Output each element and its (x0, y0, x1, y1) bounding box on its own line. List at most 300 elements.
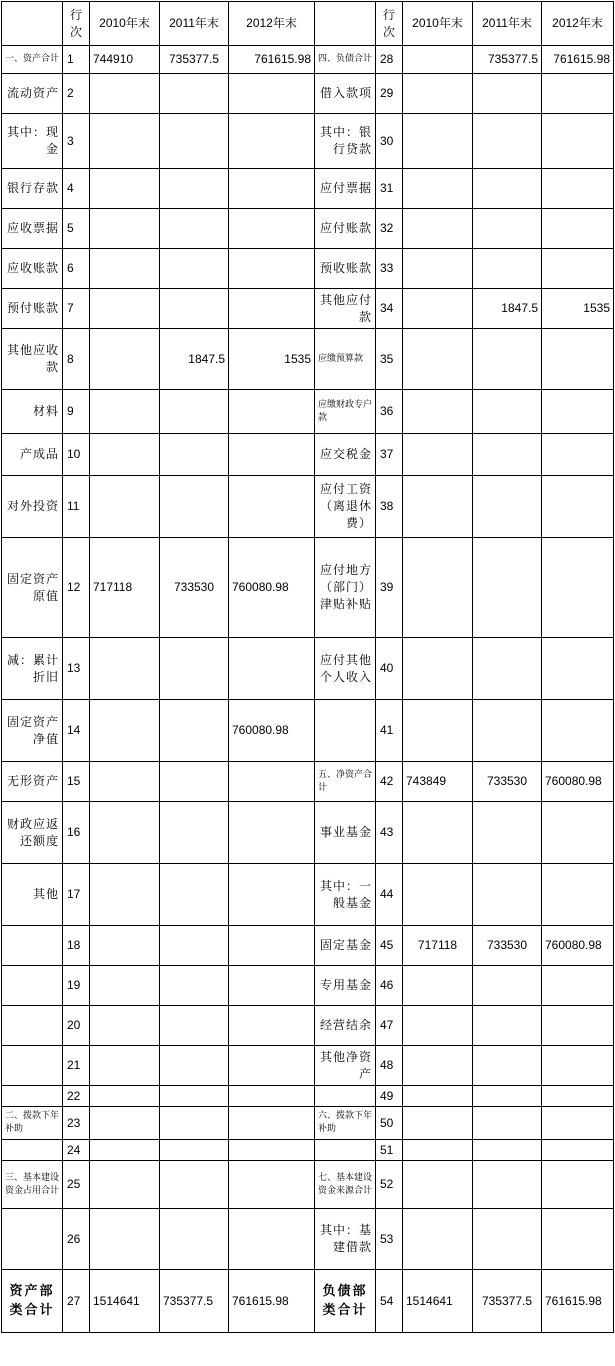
liability-2012-value (542, 74, 614, 114)
liability-2011-value (473, 1006, 542, 1046)
header-2010: 2010年末 (403, 2, 473, 46)
liability-2012-value (542, 864, 614, 926)
liability-2012-value (542, 638, 614, 700)
liability-2011-value: 735377.5 (473, 1270, 542, 1333)
table-row (2, 434, 614, 476)
liability-label: 应付其他个人收入 (315, 638, 376, 700)
liability-2010-value (403, 1006, 473, 1046)
liability-2012-value (542, 249, 614, 289)
asset-line-no: 22 (63, 1086, 90, 1107)
liability-line-no: 54 (376, 1270, 403, 1333)
liability-label: 负债部类合计 (315, 1270, 376, 1333)
asset-2010-value (90, 700, 160, 762)
table-row (2, 476, 614, 538)
asset-2010-value: 744910 (90, 46, 160, 74)
liability-label: 其他净资产 (315, 1046, 376, 1086)
asset-line-no: 10 (63, 434, 90, 476)
asset-2010-value (90, 1209, 160, 1270)
asset-2012-value (229, 114, 315, 169)
table-row (2, 169, 614, 209)
liability-label: 其中：一般基金 (315, 864, 376, 926)
liability-2011-value (473, 74, 542, 114)
asset-line-no: 27 (63, 1270, 90, 1333)
liability-line-no: 41 (376, 700, 403, 762)
liability-2010-value (403, 538, 473, 638)
asset-2011-value (160, 864, 229, 926)
liability-2012-value (542, 1209, 614, 1270)
asset-label: 对外投资 (2, 476, 63, 538)
table-row (2, 864, 614, 926)
asset-2012-value (229, 638, 315, 700)
asset-2010-value (90, 1107, 160, 1140)
asset-2012-value (229, 1006, 315, 1046)
asset-2010-value (90, 1161, 160, 1209)
asset-line-no: 16 (63, 802, 90, 864)
asset-2012-value (229, 864, 315, 926)
table-row (2, 926, 614, 966)
asset-2012-value (229, 926, 315, 966)
table-row (2, 700, 614, 762)
liability-2012-value (542, 538, 614, 638)
header-blank-left (2, 2, 63, 46)
header-line-no: 行次 (376, 2, 403, 46)
asset-label: 银行存款 (2, 169, 63, 209)
asset-2010-value: 1514641 (90, 1270, 160, 1333)
asset-label: 减：累计折旧 (2, 638, 63, 700)
table-row (2, 1086, 614, 1107)
liability-2010-value (403, 802, 473, 864)
asset-2011-value (160, 1140, 229, 1161)
asset-2011-value (160, 1107, 229, 1140)
asset-line-no: 14 (63, 700, 90, 762)
liability-2011-value: 733530 (473, 926, 542, 966)
liability-line-no: 52 (376, 1161, 403, 1209)
asset-label (2, 1209, 63, 1270)
asset-label (2, 966, 63, 1006)
asset-2011-value (160, 926, 229, 966)
asset-2010-value (90, 476, 160, 538)
liability-2011-value: 1847.5 (473, 289, 542, 329)
asset-2012-value (229, 1161, 315, 1209)
liability-2011-value (473, 434, 542, 476)
liability-label: 预收账款 (315, 249, 376, 289)
liability-label: 六、拨款下年补助 (315, 1107, 376, 1140)
asset-label (2, 1006, 63, 1046)
liability-label (315, 1140, 376, 1161)
liability-line-no: 42 (376, 762, 403, 802)
liability-2010-value (403, 1107, 473, 1140)
asset-2011-value (160, 1209, 229, 1270)
asset-2011-value (160, 209, 229, 249)
liability-2012-value (542, 1107, 614, 1140)
liability-2010-value (403, 114, 473, 169)
asset-label: 资产部类合计 (2, 1270, 63, 1333)
header-2010: 2010年末 (90, 2, 160, 46)
asset-2011-value (160, 762, 229, 802)
asset-2012-value (229, 169, 315, 209)
asset-line-no: 15 (63, 762, 90, 802)
liability-2011-value (473, 249, 542, 289)
liability-2011-value (473, 209, 542, 249)
asset-line-no: 23 (63, 1107, 90, 1140)
table-row (2, 966, 614, 1006)
asset-2010-value (90, 1046, 160, 1086)
header-blank-right (315, 2, 376, 46)
liability-line-no: 34 (376, 289, 403, 329)
liability-label: 四、负债合计 (315, 46, 376, 74)
asset-label: 材料 (2, 390, 63, 434)
asset-line-no: 17 (63, 864, 90, 926)
liability-label: 应付票据 (315, 169, 376, 209)
liability-label: 应交税金 (315, 434, 376, 476)
header-line-no: 行次 (63, 2, 90, 46)
asset-line-no: 11 (63, 476, 90, 538)
asset-line-no: 7 (63, 289, 90, 329)
asset-2012-value (229, 209, 315, 249)
liability-2011-value (473, 1086, 542, 1107)
asset-line-no: 21 (63, 1046, 90, 1086)
asset-2012-value (229, 476, 315, 538)
asset-2011-value (160, 802, 229, 864)
table-row (2, 1107, 614, 1140)
liability-2010-value (403, 700, 473, 762)
liability-2012-value (542, 700, 614, 762)
liability-label: 其他应付款 (315, 289, 376, 329)
asset-line-no: 3 (63, 114, 90, 169)
asset-line-no: 19 (63, 966, 90, 1006)
liability-2012-value (542, 966, 614, 1006)
asset-label (2, 1046, 63, 1086)
asset-label (2, 1140, 63, 1161)
asset-2010-value: 717118 (90, 538, 160, 638)
asset-line-no: 2 (63, 74, 90, 114)
header-2011: 2011年末 (160, 2, 229, 46)
asset-2010-value (90, 926, 160, 966)
liability-2010-value (403, 289, 473, 329)
table-row (2, 46, 614, 74)
liability-label: 应缴预算款 (315, 329, 376, 390)
liability-2012-value: 761615.98 (542, 46, 614, 74)
liability-2010-value: 717118 (403, 926, 473, 966)
table-row (2, 114, 614, 169)
asset-line-no: 24 (63, 1140, 90, 1161)
liability-line-no: 47 (376, 1006, 403, 1046)
asset-2011-value (160, 390, 229, 434)
liability-2010-value (403, 434, 473, 476)
asset-line-no: 25 (63, 1161, 90, 1209)
liability-line-no: 39 (376, 538, 403, 638)
asset-line-no: 20 (63, 1006, 90, 1046)
liability-2010-value (403, 46, 473, 74)
liability-line-no: 33 (376, 249, 403, 289)
liability-2011-value (473, 390, 542, 434)
asset-label: 流动资产 (2, 74, 63, 114)
asset-2011-value (160, 638, 229, 700)
asset-2011-value (160, 1006, 229, 1046)
asset-2010-value (90, 638, 160, 700)
liability-2012-value (542, 1086, 614, 1107)
liability-label (315, 1086, 376, 1107)
asset-line-no: 6 (63, 249, 90, 289)
asset-2010-value (90, 249, 160, 289)
liability-2011-value (473, 966, 542, 1006)
liability-2010-value (403, 1161, 473, 1209)
liability-2010-value (403, 209, 473, 249)
asset-2010-value (90, 114, 160, 169)
liability-line-no: 37 (376, 434, 403, 476)
liability-2010-value (403, 864, 473, 926)
asset-label (2, 926, 63, 966)
liability-2011-value (473, 1046, 542, 1086)
liability-line-no: 28 (376, 46, 403, 74)
asset-2010-value (90, 209, 160, 249)
liability-2011-value: 733530 (473, 762, 542, 802)
table-row (2, 209, 614, 249)
asset-2012-value (229, 434, 315, 476)
liability-2011-value (473, 114, 542, 169)
asset-2011-value (160, 249, 229, 289)
liability-2010-value (403, 1209, 473, 1270)
asset-2012-value: 760080.98 (229, 700, 315, 762)
asset-2012-value (229, 1140, 315, 1161)
liability-2011-value (473, 538, 542, 638)
table-row (2, 390, 614, 434)
liability-2010-value (403, 1086, 473, 1107)
asset-line-no: 4 (63, 169, 90, 209)
liability-line-no: 35 (376, 329, 403, 390)
liability-2010-value (403, 390, 473, 434)
asset-2011-value (160, 169, 229, 209)
liability-2012-value: 760080.98 (542, 762, 614, 802)
asset-label: 无形资产 (2, 762, 63, 802)
asset-2011-value (160, 1086, 229, 1107)
liability-label: 其中：银行贷款 (315, 114, 376, 169)
asset-label (2, 1086, 63, 1107)
liability-2012-value (542, 802, 614, 864)
liability-line-no: 43 (376, 802, 403, 864)
asset-2011-value: 1847.5 (160, 329, 229, 390)
liability-2011-value (473, 802, 542, 864)
liability-2012-value (542, 209, 614, 249)
asset-2012-value: 760080.98 (229, 538, 315, 638)
asset-2010-value (90, 390, 160, 434)
liability-label: 七、基本建设资金来源合计 (315, 1161, 376, 1209)
liability-2010-value (403, 74, 473, 114)
asset-line-no: 26 (63, 1209, 90, 1270)
table-row (2, 1140, 614, 1161)
asset-line-no: 5 (63, 209, 90, 249)
liability-line-no: 32 (376, 209, 403, 249)
liability-label: 事业基金 (315, 802, 376, 864)
liability-2011-value (473, 638, 542, 700)
asset-2011-value (160, 1161, 229, 1209)
asset-2012-value (229, 1046, 315, 1086)
liability-label: 应缴财政专户款 (315, 390, 376, 434)
header-row (2, 2, 614, 46)
liability-2012-value (542, 434, 614, 476)
asset-2010-value (90, 966, 160, 1006)
asset-2011-value (160, 74, 229, 114)
asset-label: 应收账款 (2, 249, 63, 289)
liability-2010-value: 1514641 (403, 1270, 473, 1333)
asset-2012-value (229, 289, 315, 329)
asset-2010-value (90, 1086, 160, 1107)
liability-2012-value (542, 1140, 614, 1161)
table-row (2, 638, 614, 700)
asset-label: 财政应返还额度 (2, 802, 63, 864)
asset-2011-value: 735377.5 (160, 46, 229, 74)
liability-line-no: 31 (376, 169, 403, 209)
asset-2012-value (229, 802, 315, 864)
asset-2012-value (229, 966, 315, 1006)
asset-2011-value (160, 966, 229, 1006)
liability-line-no: 29 (376, 74, 403, 114)
table-row (2, 762, 614, 802)
asset-2012-value (229, 762, 315, 802)
table-row (2, 74, 614, 114)
asset-2012-value (229, 1209, 315, 1270)
liability-line-no: 45 (376, 926, 403, 966)
liability-line-no: 44 (376, 864, 403, 926)
liability-label: 应付账款 (315, 209, 376, 249)
liability-2010-value (403, 169, 473, 209)
balance-sheet-table (1, 1, 614, 1333)
liability-2011-value (473, 476, 542, 538)
liability-line-no: 49 (376, 1086, 403, 1107)
liability-2012-value (542, 1161, 614, 1209)
liability-2011-value (473, 700, 542, 762)
table-row (2, 329, 614, 390)
asset-2012-value (229, 74, 315, 114)
liability-2012-value (542, 114, 614, 169)
asset-2010-value (90, 762, 160, 802)
liability-label: 其中：基建借款 (315, 1209, 376, 1270)
liability-2012-value (542, 1046, 614, 1086)
liability-label (315, 700, 376, 762)
asset-label: 其中：现金 (2, 114, 63, 169)
liability-label: 固定基金 (315, 926, 376, 966)
liability-2011-value (473, 1209, 542, 1270)
asset-2011-value (160, 289, 229, 329)
table-row (2, 538, 614, 638)
asset-2011-value (160, 1046, 229, 1086)
header-2011: 2011年末 (473, 2, 542, 46)
liability-line-no: 38 (376, 476, 403, 538)
asset-line-no: 18 (63, 926, 90, 966)
liability-2012-value (542, 169, 614, 209)
asset-label: 固定资产净值 (2, 700, 63, 762)
liability-2011-value (473, 1140, 542, 1161)
asset-label: 固定资产原值 (2, 538, 63, 638)
asset-2011-value (160, 700, 229, 762)
liability-label: 经营结余 (315, 1006, 376, 1046)
liability-2012-value: 760080.98 (542, 926, 614, 966)
table-row (2, 1006, 614, 1046)
asset-line-no: 8 (63, 329, 90, 390)
table-row (2, 1161, 614, 1209)
liability-2011-value (473, 329, 542, 390)
table-row (2, 1270, 614, 1333)
liability-label: 应付工资（离退休费） (315, 476, 376, 538)
asset-2010-value (90, 289, 160, 329)
liability-2010-value (403, 329, 473, 390)
asset-2012-value (229, 249, 315, 289)
asset-2011-value (160, 434, 229, 476)
asset-2011-value: 733530 (160, 538, 229, 638)
liability-label: 专用基金 (315, 966, 376, 1006)
asset-line-no: 13 (63, 638, 90, 700)
liability-2012-value (542, 1006, 614, 1046)
asset-line-no: 1 (63, 46, 90, 74)
asset-label: 二、拨款下年补助 (2, 1107, 63, 1140)
asset-line-no: 9 (63, 390, 90, 434)
asset-2010-value (90, 329, 160, 390)
asset-label: 应收票据 (2, 209, 63, 249)
asset-label: 其他 (2, 864, 63, 926)
asset-2012-value (229, 390, 315, 434)
liability-line-no: 36 (376, 390, 403, 434)
liability-label: 五、净资产合计 (315, 762, 376, 802)
liability-2011-value (473, 1107, 542, 1140)
liability-2011-value: 735377.5 (473, 46, 542, 74)
liability-line-no: 50 (376, 1107, 403, 1140)
liability-2011-value (473, 169, 542, 209)
liability-line-no: 53 (376, 1209, 403, 1270)
liability-label: 应付地方（部门）津贴补贴 (315, 538, 376, 638)
asset-2011-value (160, 114, 229, 169)
liability-2010-value (403, 1046, 473, 1086)
asset-2010-value (90, 802, 160, 864)
liability-2011-value (473, 864, 542, 926)
asset-2010-value (90, 74, 160, 114)
liability-2010-value (403, 249, 473, 289)
asset-2012-value (229, 1107, 315, 1140)
liability-2010-value (403, 476, 473, 538)
asset-label: 预付账款 (2, 289, 63, 329)
liability-2012-value: 1535 (542, 289, 614, 329)
header-2012: 2012年末 (542, 2, 614, 46)
liability-2011-value (473, 1161, 542, 1209)
asset-2011-value: 735377.5 (160, 1270, 229, 1333)
table-row (2, 802, 614, 864)
asset-2012-value: 1535 (229, 329, 315, 390)
liability-2010-value (403, 638, 473, 700)
asset-2010-value (90, 434, 160, 476)
liability-2012-value (542, 476, 614, 538)
liability-2010-value (403, 966, 473, 1006)
asset-2010-value (90, 169, 160, 209)
asset-2011-value (160, 476, 229, 538)
asset-2010-value (90, 1140, 160, 1161)
liability-line-no: 48 (376, 1046, 403, 1086)
liability-2012-value (542, 390, 614, 434)
asset-label: 一、资产合计 (2, 46, 63, 74)
liability-2010-value: 743849 (403, 762, 473, 802)
asset-2012-value (229, 1086, 315, 1107)
asset-2012-value: 761615.98 (229, 46, 315, 74)
asset-line-no: 12 (63, 538, 90, 638)
liability-2010-value (403, 1140, 473, 1161)
liability-2012-value (542, 329, 614, 390)
asset-2010-value (90, 1006, 160, 1046)
liability-line-no: 46 (376, 966, 403, 1006)
header-2012: 2012年末 (229, 2, 315, 46)
asset-2012-value: 761615.98 (229, 1270, 315, 1333)
asset-label: 其他应收款 (2, 329, 63, 390)
liability-line-no: 30 (376, 114, 403, 169)
table-row (2, 1209, 614, 1270)
table-row (2, 289, 614, 329)
